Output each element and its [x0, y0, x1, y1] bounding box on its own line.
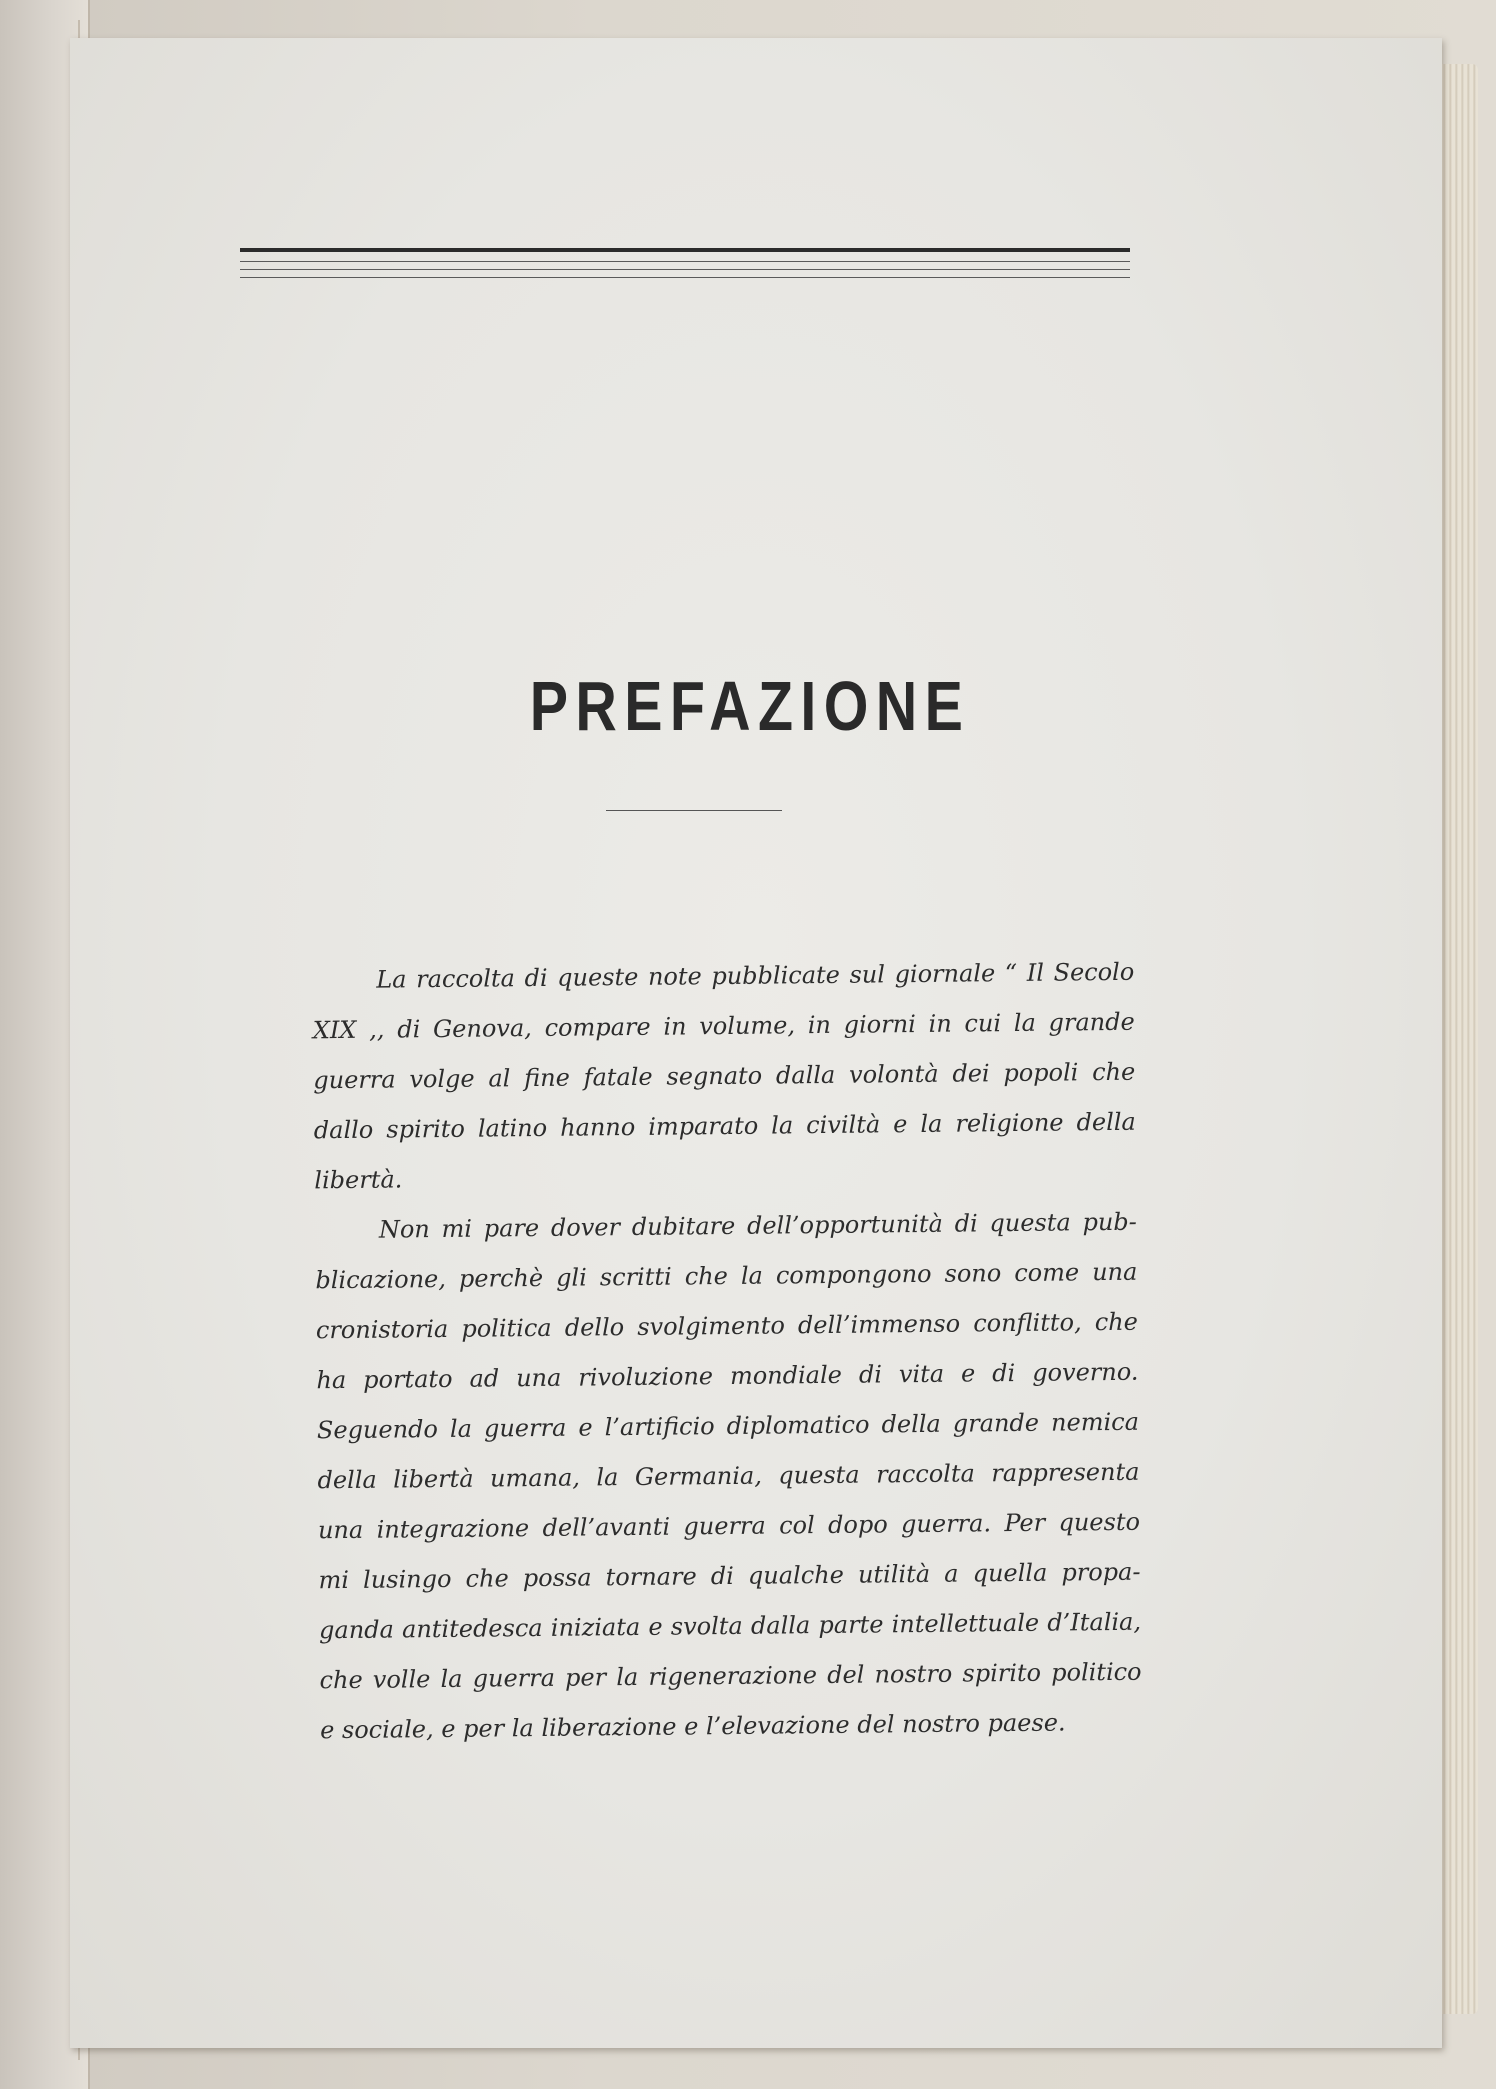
header-thin-rule	[240, 261, 1130, 262]
title-underline-rule	[606, 810, 782, 811]
header-thin-rule	[240, 277, 1130, 278]
text-line: libertà.	[314, 1165, 403, 1195]
text-line: mi lusingo che possa tornare di qualche utilità a quella propa-	[318, 1557, 1141, 1595]
text-line: La raccolta di queste note pubblicate sul giornale “ Il Secolo	[376, 957, 1135, 994]
text-line: una integrazione dell’avanti guerra col dopo guerra. Per questo	[317, 1507, 1141, 1545]
text-line: blicazione, perchè gli scritti che la compongono sono come una	[315, 1257, 1138, 1295]
body-text	[248, 947, 1142, 1756]
page-title: PREFAZIONE	[529, 667, 971, 745]
text-line: e sociale, e per la liberazione e l’elevazione del nostro paese.	[319, 1708, 1066, 1745]
header-thin-rule	[240, 269, 1130, 270]
text-line: della libertà umana, la Germania, questa raccolta rappresenta	[317, 1457, 1140, 1495]
text-line: che volle la guerra per la rigenerazione del nostro spirito politico	[319, 1657, 1142, 1695]
paragraph	[251, 1197, 1143, 1756]
text-line: Non mi pare dover dubitare dell’opportunità di questa pub-	[378, 1207, 1137, 1244]
text-line: ganda antitedesca iniziata e svolta dalla parte intellettuale d’Italia,	[318, 1607, 1142, 1645]
text-line: cronistoria politica dello svolgimento dell’immenso conflitto, che	[315, 1307, 1139, 1345]
text-line: Seguendo la guerra e l’artificio diplomatico della grande nemica	[316, 1407, 1140, 1445]
header-thick-rule	[240, 248, 1130, 252]
paragraph	[248, 947, 1137, 1206]
text-line: guerra volge al fine fatale segnato dalla volontà dei popoli che	[313, 1057, 1136, 1095]
text-line: ha portato ad una rivoluzione mondiale di vita e di governo.	[316, 1357, 1139, 1395]
text-line: XIX ,, di Genova, compare in volume, in giorni in cui la grande	[312, 1007, 1135, 1045]
header-ornament-rules	[240, 248, 1130, 285]
text-line: dallo spirito latino hanno imparato la civiltà e la religione della	[313, 1107, 1136, 1145]
book-page	[70, 38, 1442, 2048]
